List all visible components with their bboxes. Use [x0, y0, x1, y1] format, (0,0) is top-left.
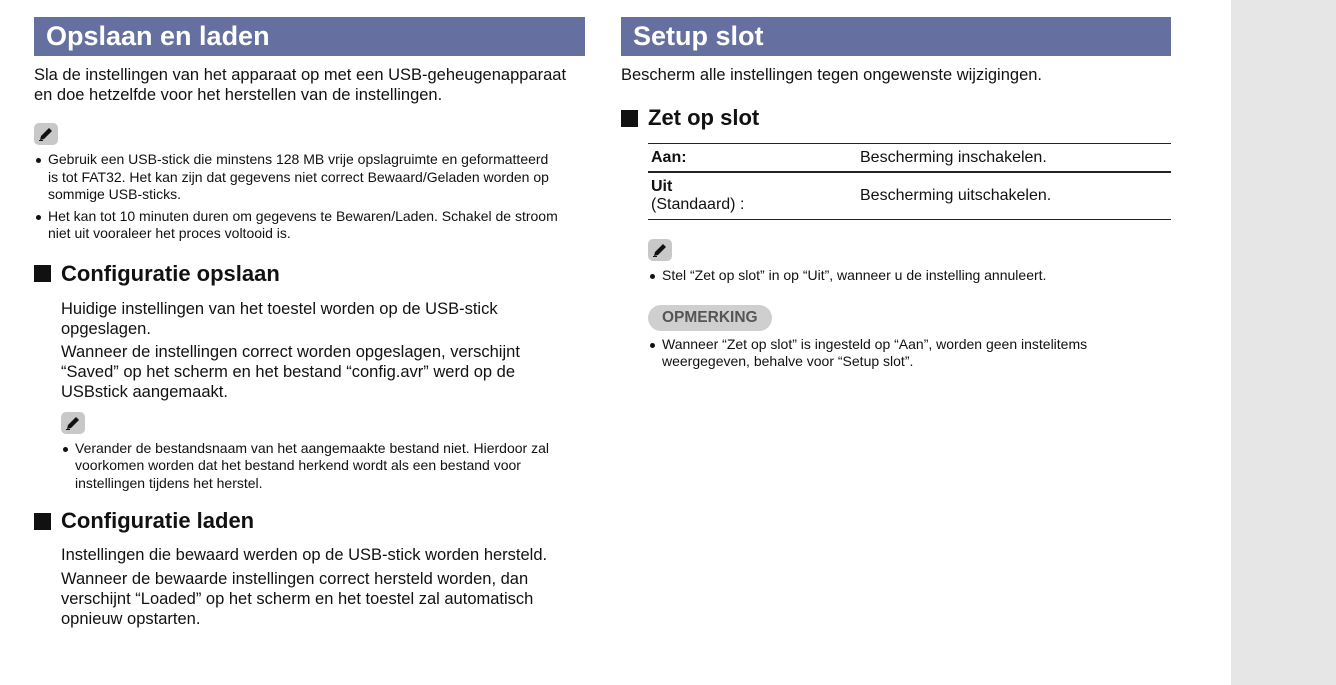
note-block	[34, 123, 585, 243]
opmerking-label: OPMERKING	[648, 305, 772, 331]
subsection-configuratie-opslaan	[34, 261, 585, 287]
note-line: Het kan tot 10 minuten duren om gegevens te Bewaren/Laden. Schakel de stroom	[48, 207, 558, 224]
option-value: Bescherming inschakelen.	[857, 144, 1171, 173]
note-line: instellingen tijdens het herstel.	[75, 474, 263, 491]
note-line: Gebruik een USB-stick die minstens 128 MB vrije opslagruimte en geformatteerd	[48, 151, 549, 167]
load-paragraph-2	[61, 569, 585, 629]
load-body	[61, 545, 585, 629]
section-title-opslaan-en-laden: Opslaan en laden	[34, 17, 585, 56]
load-paragraph-1: Instellingen die bewaard werden op de USB-stick worden hersteld.	[61, 546, 548, 564]
table-key-cell	[648, 172, 857, 220]
para-line: “Saved” op het scherm en het bestand “config.avr” werd op de	[61, 362, 515, 381]
note-item	[648, 336, 1171, 371]
para-line: opnieuw opstarten.	[61, 610, 201, 628]
note-line: voorkomen worden dat het bestand herkend wordt als een bestand voor	[75, 457, 521, 473]
right-column	[621, 17, 1171, 375]
save-body	[61, 299, 585, 493]
para-line: Wanneer de bewaarde instellingen correct hersteld worden, dan	[61, 570, 529, 588]
option-key: Uit	[651, 178, 673, 195]
option-key: Aan:	[651, 148, 687, 166]
square-bullet-icon	[621, 110, 638, 127]
save-paragraph-1	[61, 299, 585, 339]
subsection-title: Configuratie opslaan	[61, 260, 280, 286]
subsection-title: Configuratie laden	[61, 508, 255, 533]
save-paragraph-2	[61, 342, 585, 402]
opmerking-block	[648, 305, 1171, 371]
side-strip	[1231, 0, 1336, 685]
table-key-cell	[648, 144, 857, 173]
pencil-note-icon	[61, 412, 85, 434]
table-row	[648, 144, 1171, 173]
square-bullet-icon	[34, 513, 51, 530]
para-line: Huidige instellingen van het toestel worden op de USB-stick	[61, 299, 498, 318]
pencil-note-icon	[34, 123, 58, 145]
option-key-extra: (Standaard) :	[651, 196, 745, 213]
note-line: niet uit vooraleer het proces voltooid is.	[48, 225, 291, 241]
para-line: opgeslagen.	[61, 319, 151, 338]
note-item	[34, 151, 585, 204]
options-table	[648, 143, 1171, 220]
note-item	[61, 440, 585, 493]
lock-options	[648, 143, 1171, 371]
subsection-configuratie-laden	[34, 508, 585, 534]
para-line: Wanneer de instellingen correct worden opgeslagen, verschijnt	[61, 342, 520, 361]
para-line: USBstick aangemaakt.	[61, 382, 228, 401]
note-line: Wanneer “Zet op slot” is ingesteld op “Aan”, worden geen instelitems	[662, 335, 1088, 352]
subsection-title: Zet op slot	[648, 105, 760, 130]
para-line: verschijnt “Loaded” op het scherm en het toestel zal automatisch	[61, 590, 534, 608]
square-bullet-icon	[34, 265, 51, 282]
left-column	[34, 17, 585, 629]
note-line: Verander de bestandsnaam van het aangemaakte bestand niet. Hierdoor zal	[75, 439, 549, 456]
subsection-zet-op-slot	[621, 105, 1171, 131]
pencil-note-icon	[648, 239, 672, 261]
note-item: Stel “Zet op slot” in op “Uit”, wanneer u de instelling annuleert.	[648, 267, 1171, 285]
note-line: weergegeven, behalve voor “Setup slot”.	[662, 353, 914, 369]
intro-text: Bescherm alle instellingen tegen ongewenste wijzigingen.	[621, 66, 1043, 84]
intro-line: en doe hetzelfde voor het herstellen van de instellingen.	[34, 86, 443, 104]
intro-text	[34, 65, 585, 105]
note-line: sommige USB-sticks.	[48, 186, 182, 202]
intro-line: Sla de instellingen van het apparaat op met een USB-geheugenapparaat	[34, 66, 567, 84]
note-line: is tot FAT32. Het kan zijn dat gegevens niet correct Bewaard/Geladen worden op	[48, 168, 549, 185]
note-item	[34, 208, 585, 243]
option-value: Bescherming uitschakelen.	[857, 172, 1171, 220]
section-title-setup-slot: Setup slot	[621, 17, 1171, 56]
table-row	[648, 172, 1171, 220]
